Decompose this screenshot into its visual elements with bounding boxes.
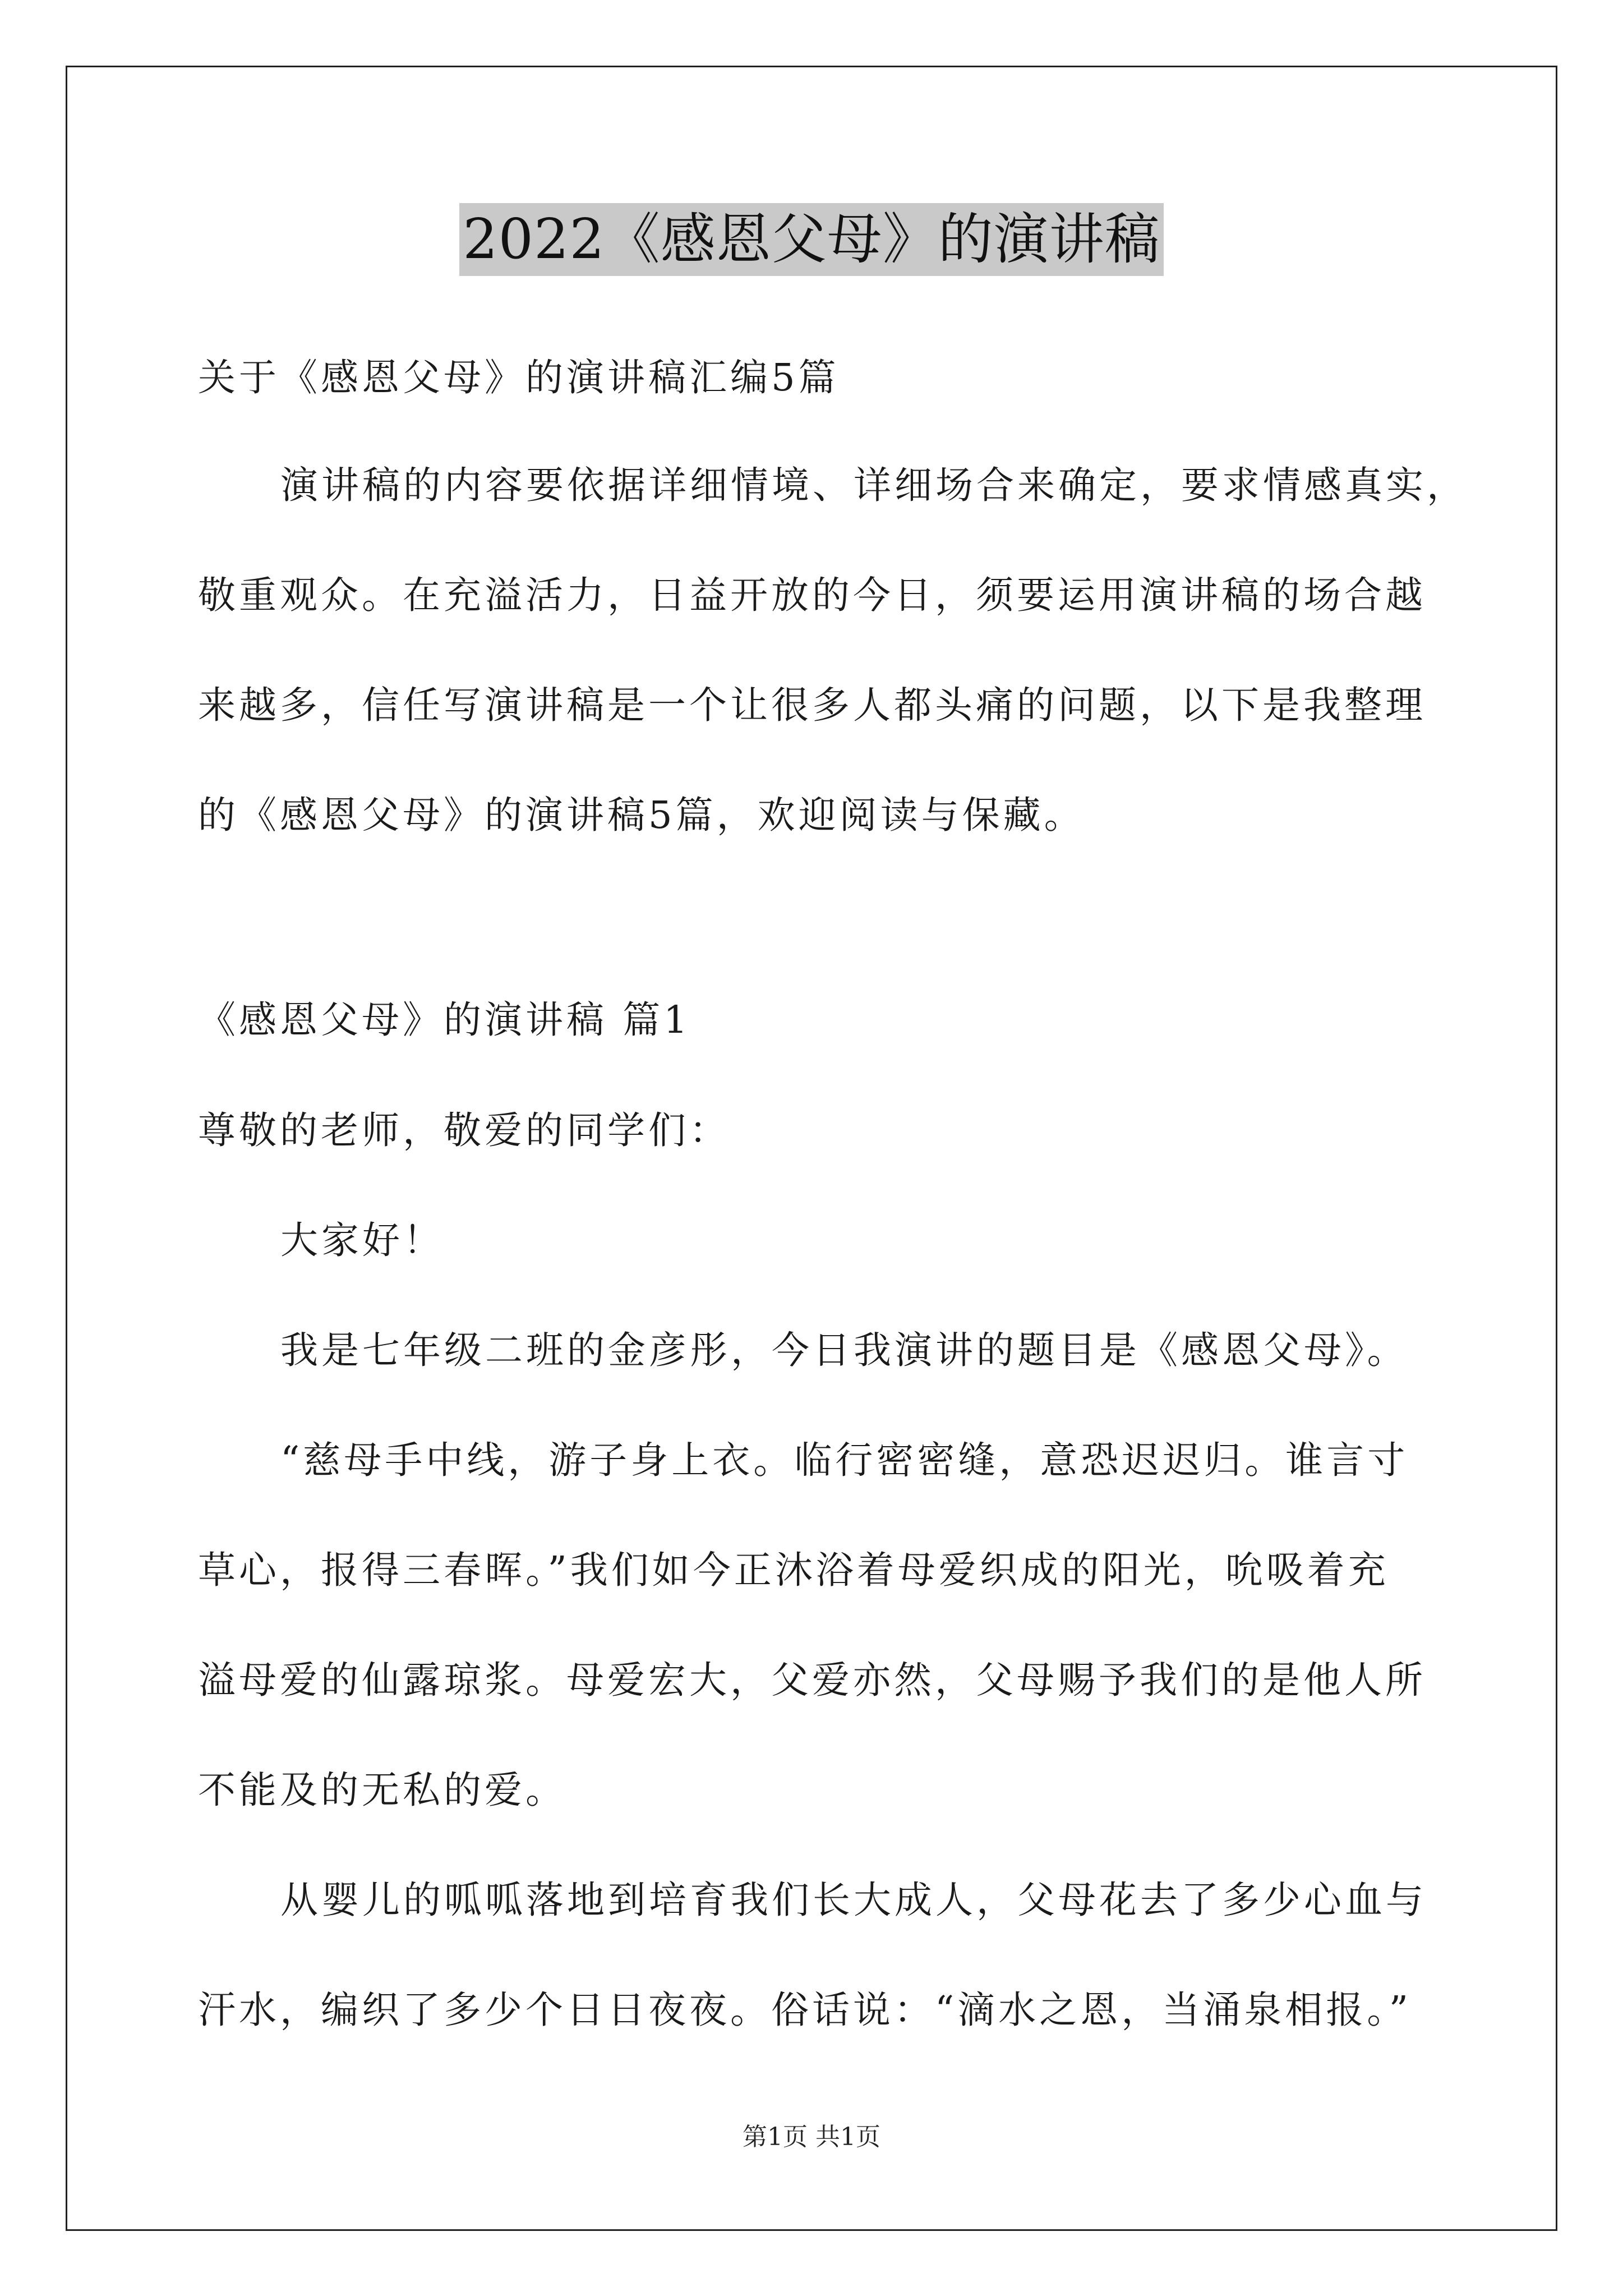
document-title: 2022《感恩父母》的演讲稿 xyxy=(459,203,1163,276)
salutation: 尊敬的老师，敬爱的同学们： xyxy=(198,1108,730,1152)
body-line-1: 我是七年级二班的金彦彤，今日我演讲的题目是《感恩父母》。 xyxy=(280,1328,1408,1372)
intro-line-4: 的《感恩父母》的演讲稿5篇，欢迎阅读与保藏。 xyxy=(198,793,1085,837)
title-container xyxy=(0,203,1623,276)
body-line-4: 溢母爱的仙露琼浆。母爱宏大，父爱亦然，父母赐予我们的是他人所 xyxy=(198,1658,1426,1702)
document-subtitle: 关于《感恩父母》的演讲稿汇编5篇 xyxy=(198,356,840,399)
body-line-6: 从婴儿的呱呱落地到培育我们长大成人，父母花去了多少心血与 xyxy=(280,1878,1427,1922)
intro-line-2: 敬重观众。在充溢活力，日益开放的今日，须要运用演讲稿的场合越 xyxy=(198,573,1426,617)
intro-line-3: 来越多，信任写演讲稿是一个让很多人都头痛的问题，以下是我整理 xyxy=(198,683,1426,727)
body-line-3: 草心，报得三春晖。”我们如今正沐浴着母爱织成的阳光，吮吸着充 xyxy=(198,1548,1389,1592)
intro-line-1: 演讲稿的内容要依据详细情境、详细场合来确定，要求情感真实， xyxy=(280,463,1468,507)
greeting: 大家好！ xyxy=(280,1218,444,1262)
body-line-7: 汗水，编织了多少个日日夜夜。俗话说：“滴水之恩，当涌泉相报。” xyxy=(198,1988,1412,2032)
section-heading: 《感恩父母》的演讲稿 篇1 xyxy=(198,998,691,1042)
page-footer: 第1页 共1页 xyxy=(743,2123,880,2151)
body-line-5: 不能及的无私的爱。 xyxy=(198,1768,566,1812)
body-line-2: “慈母手中线，游子身上衣。临行密密缝，意恐迟迟归。谁言寸 xyxy=(280,1438,1409,1482)
